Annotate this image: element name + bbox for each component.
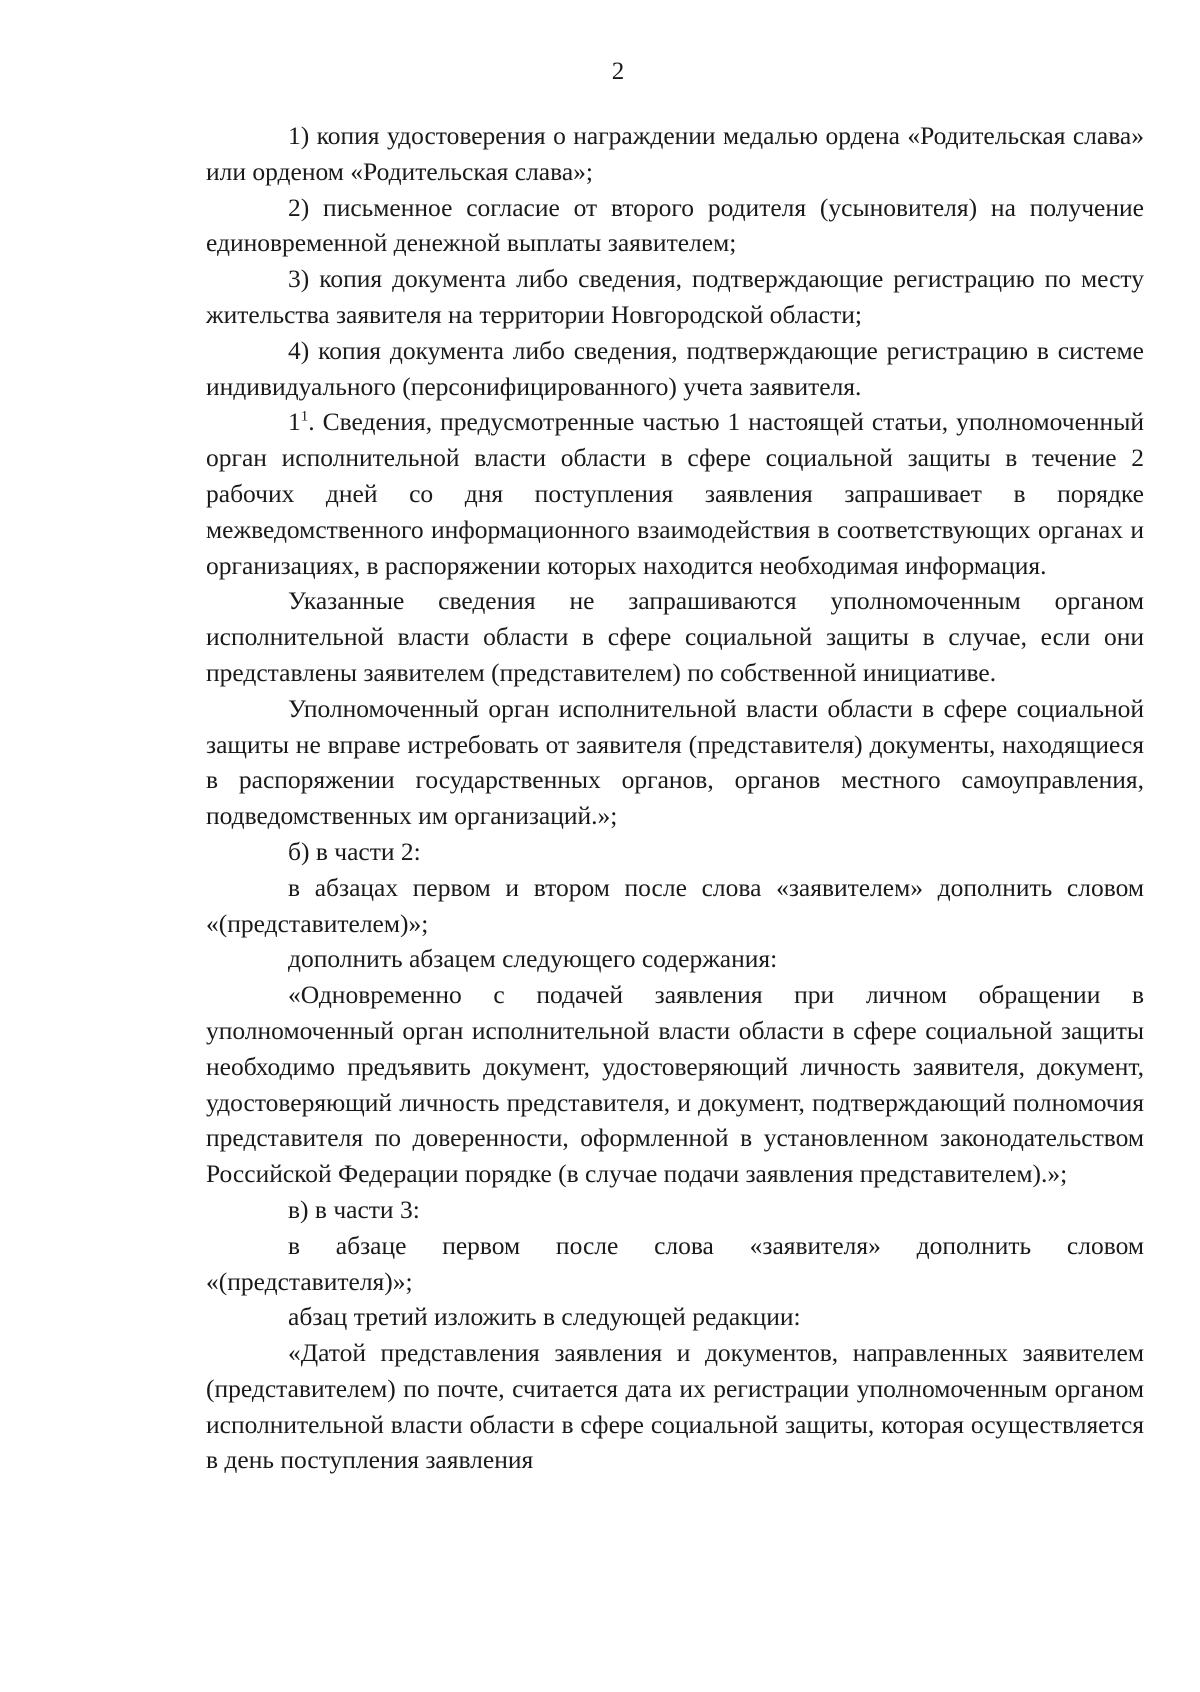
- paragraph-not-requested: Указанные сведения не запрашиваются уполномоченным органом исполнительной власти области в сфере социальной защиты в случае, если они представлены заявителем (представителем) по собственной инициативе.: [206, 586, 1144, 687]
- paragraph-amend-2: дополнить абзацем следующего содержания:: [288, 944, 778, 974]
- list-item-2: 2) письменное согласие от второго родителя (усыновителя) на получение единовременной денежной выплаты заявителем;: [206, 192, 1144, 258]
- item-1-1-text: . Сведения, предусмотренные частью 1 настоящей статьи, уполномоченный орган исполнительной власти области в сфере социальной защиты в течение 2 рабочих дней со дня поступления заявления запрашивает в порядке межведомственного информационного взаимодействия в соответствующих органах и организациях, в распоряжении которых находится необходимая информация.: [206, 407, 1144, 580]
- list-item-4: 4) копия документа либо сведения, подтверждающие регистрацию в системе индивидуального (персонифицированного) учета заявителя.: [206, 335, 1144, 401]
- list-item-3: 3) копия документа либо сведения, подтверждающие регистрацию по месту жительства заявителя на территории Новгородской области;: [206, 264, 1144, 329]
- item-1-1-paragraph: [206, 404, 1144, 583]
- paragraph-not-entitled: Уполномоченный орган исполнительной власти области в сфере социальной защиты не вправе истребовать от заявителя (представителя) документы, находящиеся в распоряжении государственных органов, органов местного самоуправления, подведомственных им организаций.»;: [206, 693, 1144, 831]
- list-item-1: 1) копия удостоверения о награждении медалью ордена «Родительская слава» или орденом «Родительская слава»;: [206, 121, 1144, 186]
- item-1-1-number: 1: [288, 407, 301, 437]
- item-1-1-superscript: 1: [300, 408, 309, 425]
- paragraph-amend-1: в абзацах первом и втором после слова «заявителем» дополнить словом «(представителем)»;: [206, 872, 1144, 938]
- subpoint-b-heading: б) в части 2:: [288, 836, 421, 866]
- paragraph-amend-4: абзац третий изложить в следующей редакции:: [288, 1302, 801, 1332]
- paragraph-simultaneously: «Одновременно с подачей заявления при личном обращении в уполномоченный орган исполнительной власти области в сфере социальной защиты необходимо предъявить документ, удостоверяющий личность заявителя, документ, удостоверяющий личность представителя, и документ, подтверждающий полномочия представителя по доверенности, оформленной в установленном законодательством Российской Федерации порядке (в случае подачи заявления представителем).»;: [206, 980, 1144, 1189]
- subpoint-v-heading: в) в части 3:: [288, 1194, 420, 1224]
- page-number: 2: [611, 58, 625, 85]
- paragraph-date-of-submission: «Датой представления заявления и документов, направленных заявителем (представителем) по почте, считается дата их регистрации уполномоченным органом исполнительной власти области в сфере социальной защиты, которая осуществляется в день поступления заявления: [206, 1338, 1144, 1475]
- document-body: [206, 118, 1144, 1478]
- paragraph-amend-3: в абзаце первом после слова «заявителя» дополнить словом «(представителя)»;: [206, 1230, 1144, 1296]
